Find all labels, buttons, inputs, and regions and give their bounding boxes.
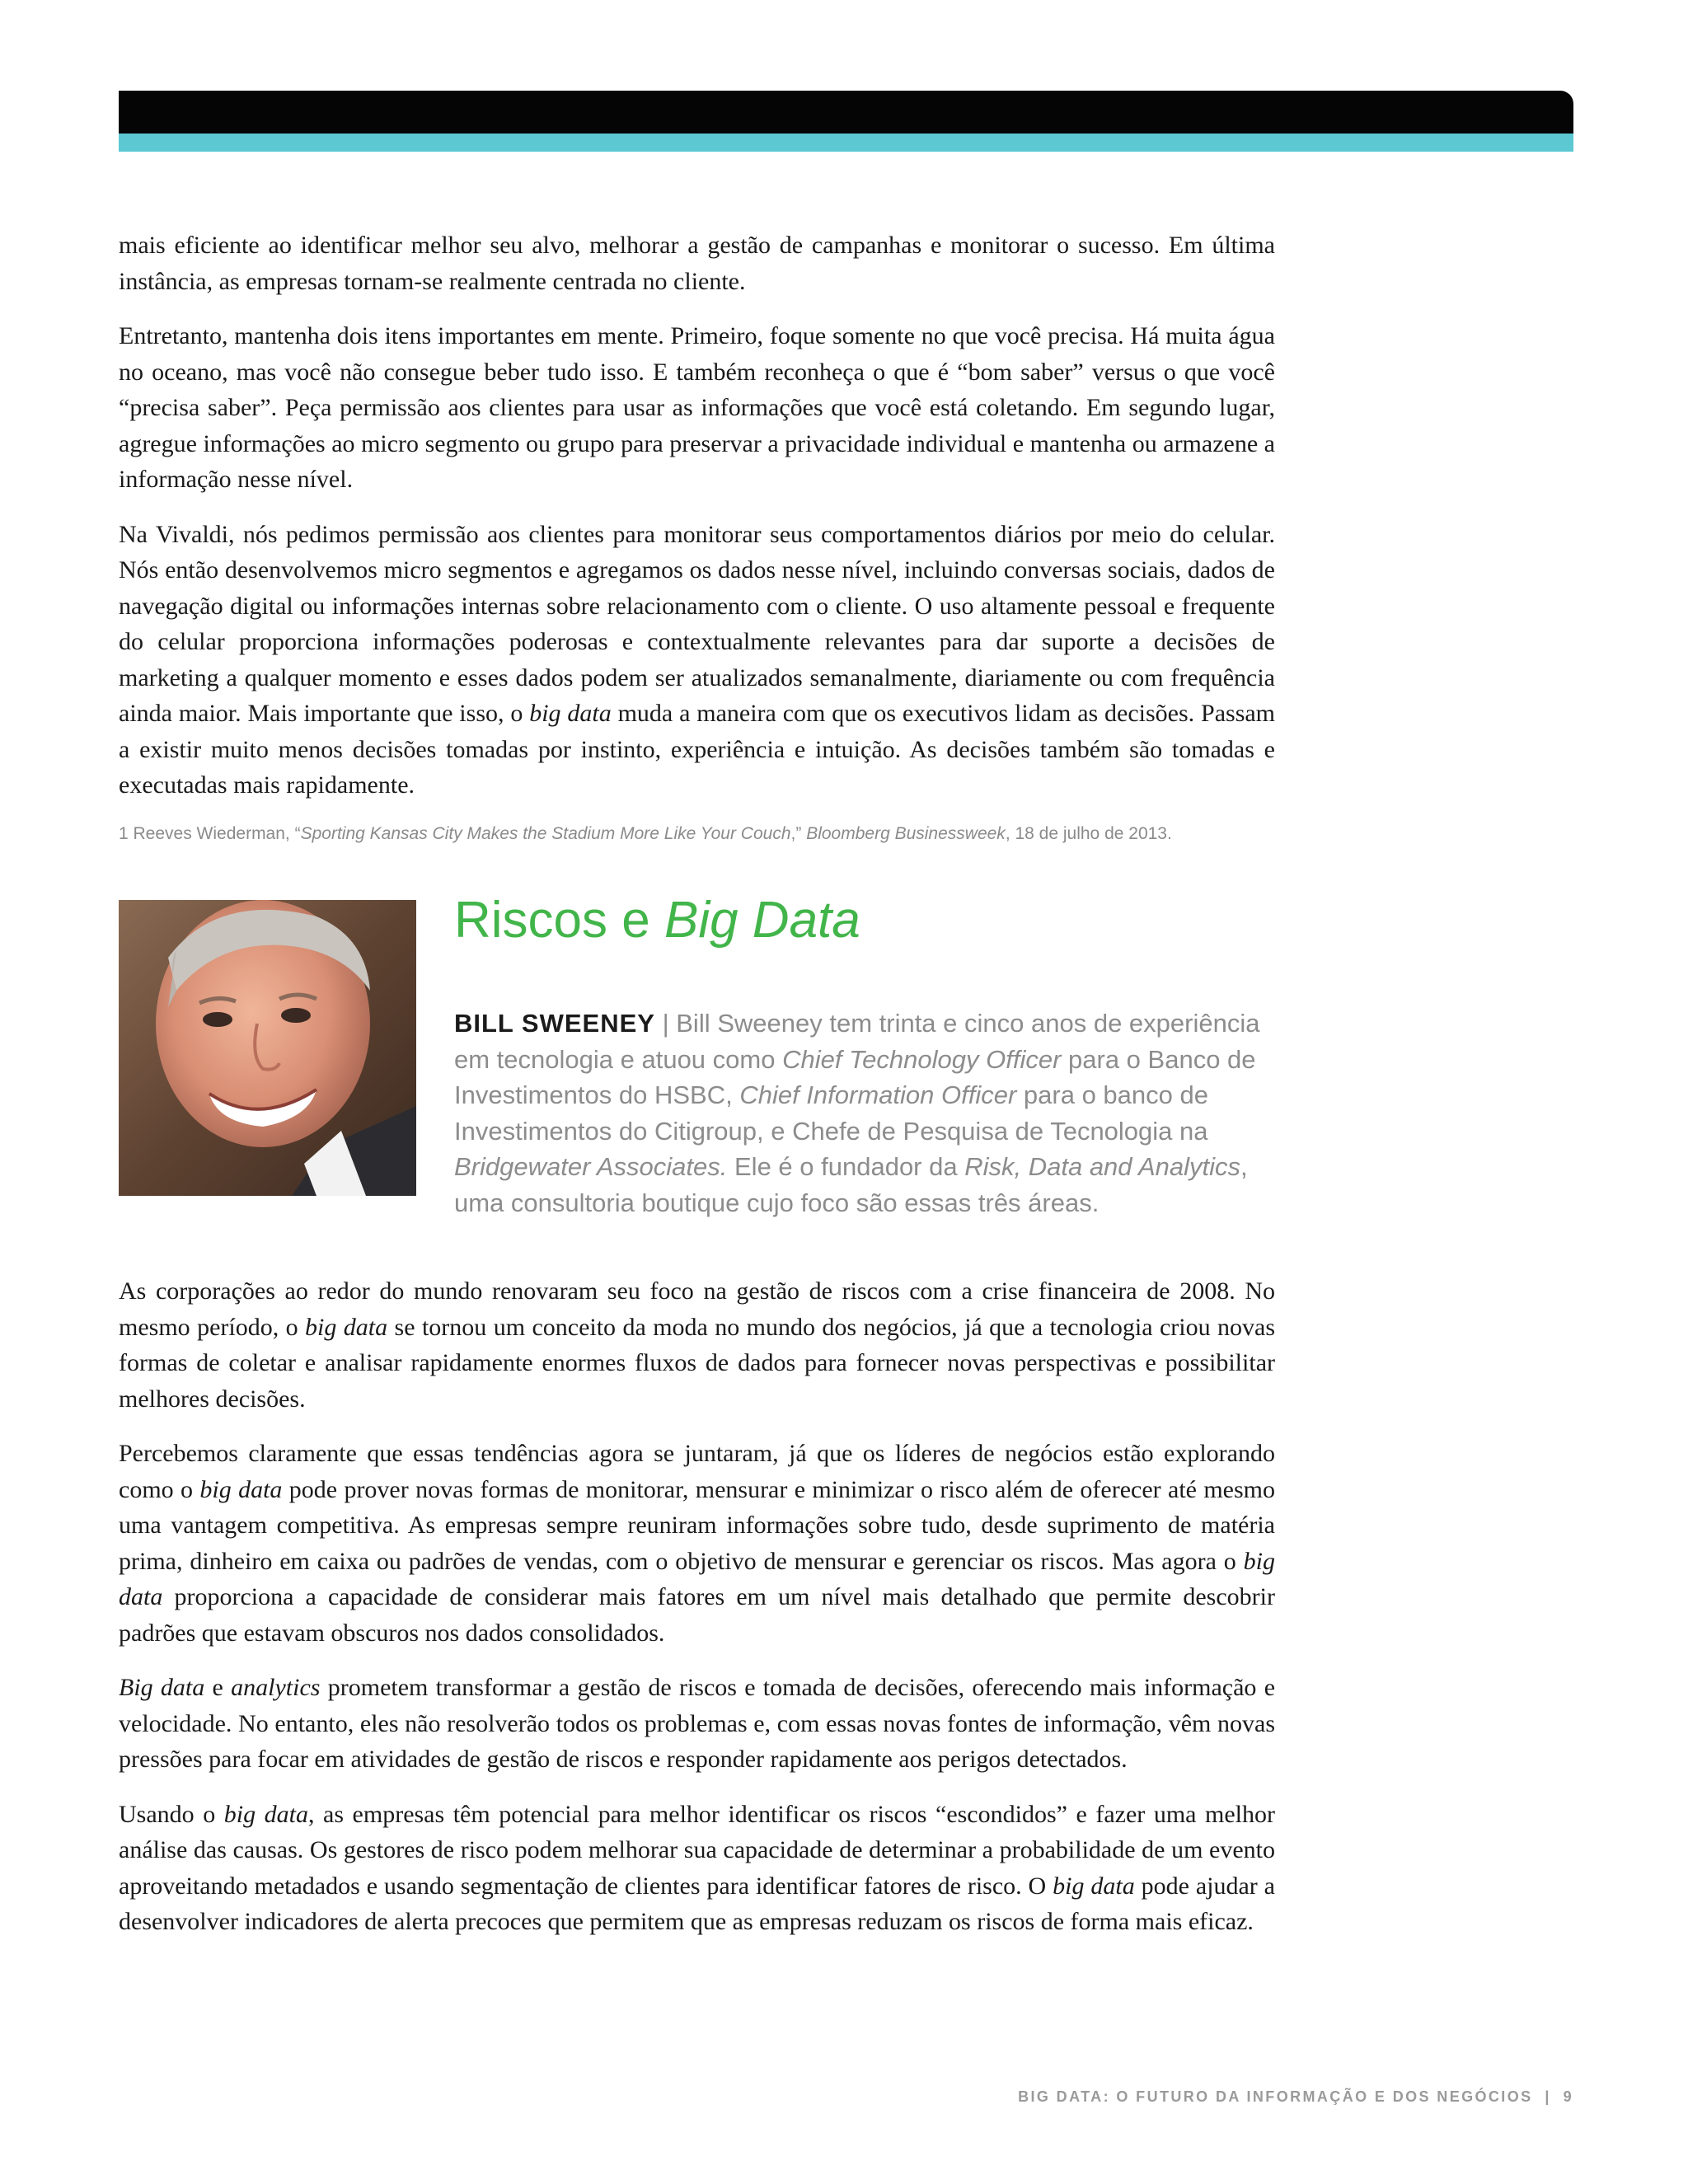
body-paragraph-3: Big data e analytics prometem transformar a gestão de riscos e tomada de decisões, oferecendo mais informação e velocidade. No entanto, eles não resolverão todos os problemas e, com essas novas fontes de informação, vêm novas pressões para focar em atividades de gestão de riscos e responder rapidamente aos perigos detectados. [119,1674,1276,1773]
intro-paragraph-2: Entretanto, mantenha dois itens importantes em mente. Primeiro, foque somente no que você precisa. Há muita água no oceano, mas você não consegue beber tudo isso. E também reconheça o que é “bom saber” versus o que você “precisa saber”. Peça permissão aos clientes para usar as informações que você está coletando. Em segundo lugar, agregue informações ao micro segmento ou grupo para preservar a privacidade individual e mantenha ou armazene a informação nesse nível. [119,322,1275,493]
header-accent-bar [119,134,1573,152]
intro-section [119,227,1275,804]
body-section [119,1273,1275,1940]
body-paragraph-4: Usando o big data, as empresas têm potencial para melhor identificar os riscos “escondidos” e fazer uma melhor análise das causas. Os gestores de risco podem melhorar sua capacidade de determinar a probabilidade de um evento aproveitando metadados e usando segmentação de clientes para identificar fatores de risco. O big data pode ajudar a desenvolver indicadores de alerta precoces que permitem que as empresas reduzam os riscos de forma mais eficaz. [119,1800,1276,1935]
footnote: 1 Reeves Wiederman, “Sporting Kansas City Makes the Stadium More Like Your Couch,” Bloomberg Businessweek, 18 de julho de 2013. [119,824,1172,843]
author-photo [119,900,416,1196]
footer-title: BIG DATA: O FUTURO DA INFORMAÇÃO E DOS NEGÓCIOS [1018,2088,1533,2105]
intro-paragraph-1: mais eficiente ao identificar melhor seu alvo, melhorar a gestão de campanhas e monitorar o sucesso. Em última instância, as empresas tornam-se realmente centrada no cliente. [119,232,1275,295]
body-paragraph-1: As corporações ao redor do mundo renovaram seu foco na gestão de riscos com a crise financeira de 2008. No mesmo período, o big data se tornou um conceito da moda no mundo dos negócios, já que a tecnologia criou novas formas de coletar e analisar rapidamente enormes fluxos de dados para fornecer novas perspectivas e possibilitar melhores decisões. [119,1277,1275,1413]
page-footer: BIG DATA: O FUTURO DA INFORMAÇÃO E DOS NEGÓCIOS | 9 [1018,2088,1573,2105]
author-bio: BILL SWEENEY | Bill Sweeney tem trinta e cinco anos de experiência em tecnologia e atuou como Chief Technology Officer para o Banco de Investimentos do HSBC, Chief Information Officer para o banco de Investimentos do Citigroup, e Chefe de Pesquisa de Tecnologia na Bridgewater Associates. Ele é o fundador da Risk, Data and Analytics, uma consultoria boutique cujo foco são essas três áreas. [454,1009,1260,1217]
page-number: 9 [1563,2088,1573,2105]
body-paragraph-2: Percebemos claramente que essas tendências agora se juntaram, já que os líderes de negócios estão explorando como o big data pode prover novas formas de monitorar, mensurar e minimizar o risco além de oferecer até mesmo uma vantagem competitiva. As empresas sempre reuniram informações sobre tudo, desde suprimento de matéria prima, dinheiro em caixa ou padrões de vendas, com o objetivo de mensurar e gerenciar os riscos. Mas agora o big data proporciona a capacidade de considerar mais fatores em um nível mais detalhado que permite descobrir padrões que estavam obscuros nos dados consolidados. [119,1440,1275,1647]
author-name: BILL SWEENEY [454,1009,655,1038]
section-title: Riscos e Big Data [454,892,860,949]
intro-paragraph-3: Na Vivaldi, nós pedimos permissão aos clientes para monitorar seus comportamentos diários por meio do celular. Nós então desenvolvemos micro segmentos e agregamos os dados nesse nível, incluindo conversas sociais, dados de navegação digital ou informações internas sobre relacionamento com o cliente. O uso altamente pessoal e frequente do celular proporciona informações poderosas e contextualmente relevantes para dar suporte a decisões de marketing a qualquer momento e esses dados podem ser atualizados semanalmente, diariamente ou com frequência ainda maior. Mais importante que isso, o big data muda a maneira com que os executivos lidam as decisões. Passam a existir muito menos decisões tomadas por instinto, experiência e intuição. As decisões também são tomadas e executadas mais rapidamente. [119,520,1276,799]
header-bar [119,91,1573,134]
